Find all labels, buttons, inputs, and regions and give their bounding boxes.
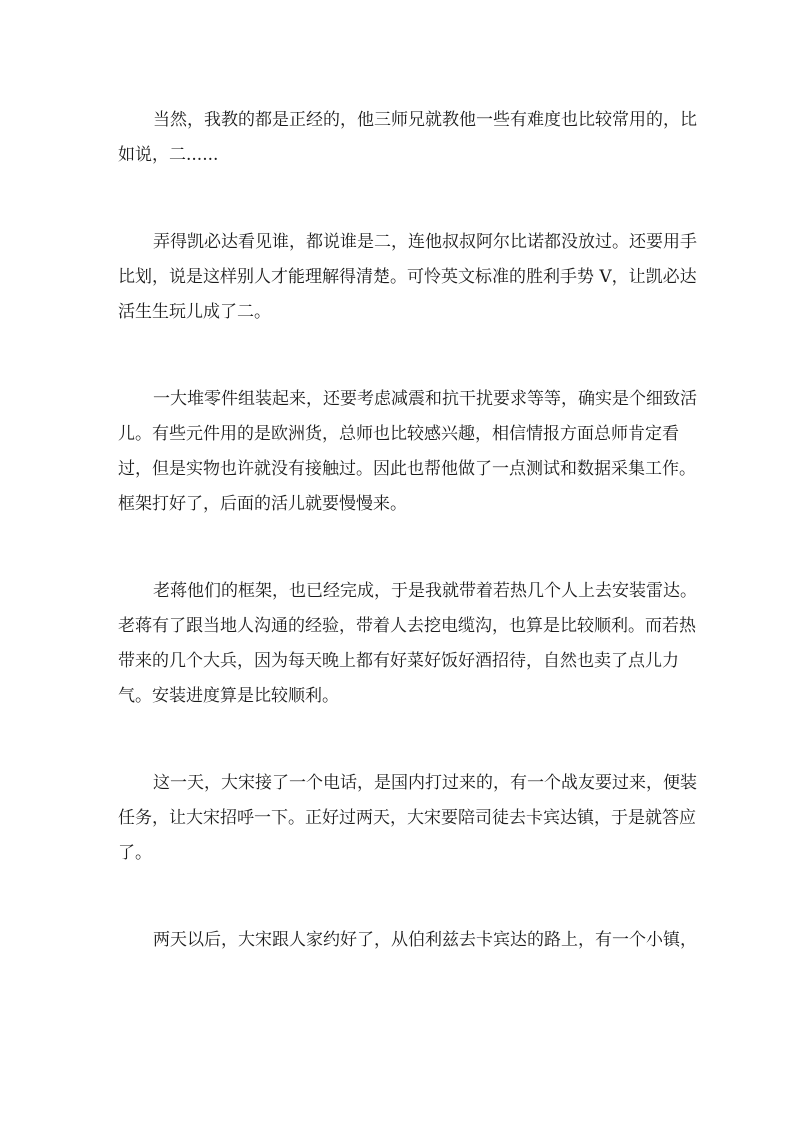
text-line: 带来的几个大兵，因为每天晚上都有好菜好饭好酒招待，自然也卖了点儿力 <box>118 651 679 671</box>
paragraph-4 <box>118 574 697 714</box>
text-line: 老蒋有了跟当地人沟通的经验，带着人去挖电缆沟，也算是比较顺利。而若热 <box>118 616 696 636</box>
paragraph-1 <box>118 103 697 173</box>
body-text <box>118 103 697 1010</box>
paragraph-2 <box>118 225 697 330</box>
text-line: 气。安装进度算是比较顺利。 <box>118 686 339 706</box>
text-line: 过，但是实物也许就没有接触过。因此也帮他做了一点测试和数据采集工作。 <box>118 459 696 479</box>
text-line: 比划，说是这样别人才能理解得清楚。可怜英文标准的胜利手势 V，让凯必达 <box>118 267 697 287</box>
text-line: 一大堆零件组装起来，还要考虑减震和抗干扰要求等等，确实是个细致活 <box>153 389 697 409</box>
paragraph-6 <box>118 923 697 958</box>
text-line: 了。 <box>118 843 152 863</box>
text-line: 框架打好了，后面的活儿就要慢慢来。 <box>118 494 407 514</box>
paragraph-5 <box>118 766 697 871</box>
text-line: 当然，我教的都是正经的，他三师兄就教他一些有难度也比较常用的，比 <box>153 110 697 130</box>
text-line: 这一天，大宋接了一个电话，是国内打过来的，有一个战友要过来，便装 <box>153 773 697 793</box>
paragraph-3 <box>118 382 697 522</box>
text-line: 两天以后，大宋跟人家约好了，从伯利兹去卡宾达的路上，有一个小镇， <box>153 930 697 950</box>
text-line: 弄得凯必达看见谁，都说谁是二，连他叔叔阿尔比诺都没放过。还要用手 <box>153 232 697 252</box>
text-line: 老蒋他们的框架，也已经完成，于是我就带着若热几个人上去安装雷达。 <box>153 581 697 601</box>
text-line: 如说，二...... <box>118 145 219 165</box>
text-line: 任务，让大宋招呼一下。正好过两天，大宋要陪司徒去卡宾达镇，于是就答应 <box>118 808 696 828</box>
text-line: 儿。有些元件用的是欧洲货，总师也比较感兴趣，相信情报方面总师肯定看 <box>118 424 679 444</box>
text-line: 活生生玩儿成了二。 <box>118 302 271 322</box>
